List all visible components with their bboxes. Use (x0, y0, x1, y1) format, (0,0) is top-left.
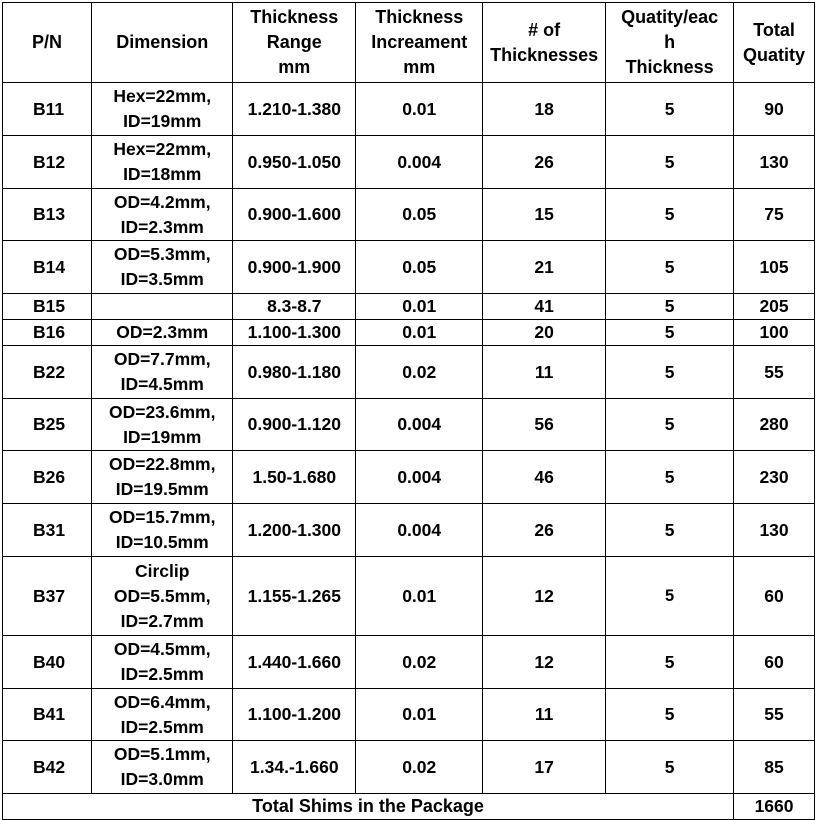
header-thickness-increment: Thickness Increament mm (356, 3, 483, 83)
thickness-increment-cell: 0.01 (356, 294, 483, 320)
number-of-thicknesses-cell: 15 (483, 189, 606, 241)
pn-cell: B13 (3, 189, 92, 241)
number-of-thicknesses-cell: 26 (483, 504, 606, 557)
quantity-each-cell: 5 (606, 83, 734, 136)
header-dimension: Dimension (92, 3, 233, 83)
pn-cell: B14 (3, 241, 92, 294)
thickness-range-cell: 1.210-1.380 (233, 83, 356, 136)
number-of-thicknesses-cell: 56 (483, 399, 606, 451)
quantity-each-cell: 5 (606, 504, 734, 557)
thickness-increment-cell: 0.004 (356, 451, 483, 504)
dimension-cell: OD=5.1mm, ID=3.0mm (92, 741, 233, 794)
table-row (3, 451, 815, 504)
thickness-range-cell: 0.900-1.120 (233, 399, 356, 451)
quantity-each-cell: 5 (606, 451, 734, 504)
quantity-each-cell: 5 (606, 557, 734, 636)
table-row (3, 399, 815, 451)
thickness-increment-cell: 0.02 (356, 346, 483, 399)
number-of-thicknesses-cell: 21 (483, 241, 606, 294)
total-quantity-cell: 100 (734, 320, 815, 346)
number-of-thicknesses-cell: 41 (483, 294, 606, 320)
dimension-cell: OD=2.3mm (92, 320, 233, 346)
table-row (3, 557, 815, 636)
number-of-thicknesses-cell: 12 (483, 557, 606, 636)
table-row (3, 189, 815, 241)
thickness-increment-cell: 0.004 (356, 399, 483, 451)
thickness-increment-cell: 0.02 (356, 636, 483, 689)
number-of-thicknesses-cell: 26 (483, 136, 606, 189)
pn-cell: B26 (3, 451, 92, 504)
total-quantity-cell: 60 (734, 636, 815, 689)
header-thickness-range: Thickness Range mm (233, 3, 356, 83)
table-row (3, 136, 815, 189)
pn-cell: B42 (3, 741, 92, 794)
total-quantity-cell: 205 (734, 294, 815, 320)
thickness-increment-cell: 0.02 (356, 741, 483, 794)
number-of-thicknesses-cell: 20 (483, 320, 606, 346)
thickness-increment-cell: 0.01 (356, 320, 483, 346)
quantity-each-cell: 5 (606, 689, 734, 741)
total-quantity-cell: 85 (734, 741, 815, 794)
total-quantity-cell: 230 (734, 451, 815, 504)
dimension-cell: OD=6.4mm, ID=2.5mm (92, 689, 233, 741)
header-pn: P/N (3, 3, 92, 83)
table-row (3, 741, 815, 794)
dimension-cell (92, 294, 233, 320)
thickness-increment-cell: 0.01 (356, 83, 483, 136)
total-shims-label: Total Shims in the Package (3, 794, 734, 820)
shims-table (2, 2, 815, 820)
total-quantity-cell: 55 (734, 346, 815, 399)
thickness-range-cell: 0.900-1.900 (233, 241, 356, 294)
thickness-range-cell: 0.980-1.180 (233, 346, 356, 399)
thickness-range-cell: 1.100-1.300 (233, 320, 356, 346)
table-row (3, 83, 815, 136)
header-number-of-thicknesses: # of Thicknesses (483, 3, 606, 83)
thickness-increment-cell: 0.01 (356, 557, 483, 636)
pn-cell: B12 (3, 136, 92, 189)
thickness-range-cell: 1.34.-1.660 (233, 741, 356, 794)
thickness-increment-cell: 0.05 (356, 241, 483, 294)
table-row (3, 504, 815, 557)
table-row (3, 346, 815, 399)
quantity-each-cell: 5 (606, 294, 734, 320)
number-of-thicknesses-cell: 18 (483, 83, 606, 136)
table-row (3, 636, 815, 689)
total-shims-value: 1660 (734, 794, 815, 820)
pn-cell: B41 (3, 689, 92, 741)
header-row (3, 3, 815, 83)
footer-row (3, 794, 815, 820)
table-row (3, 689, 815, 741)
total-quantity-cell: 75 (734, 189, 815, 241)
pn-cell: B22 (3, 346, 92, 399)
pn-cell: B40 (3, 636, 92, 689)
header-total-quantity: Total Quatity (734, 3, 815, 83)
dimension-cell: Hex=22mm, ID=19mm (92, 83, 233, 136)
pn-cell: B16 (3, 320, 92, 346)
header-quantity-each: Quatity/eac h Thickness (606, 3, 734, 83)
number-of-thicknesses-cell: 12 (483, 636, 606, 689)
pn-cell: B25 (3, 399, 92, 451)
thickness-range-cell: 1.200-1.300 (233, 504, 356, 557)
quantity-each-cell: 5 (606, 346, 734, 399)
quantity-each-cell: 5 (606, 320, 734, 346)
total-quantity-cell: 280 (734, 399, 815, 451)
table-row (3, 241, 815, 294)
pn-cell: B11 (3, 83, 92, 136)
thickness-range-cell: 1.440-1.660 (233, 636, 356, 689)
table-row (3, 294, 815, 320)
dimension-cell: OD=23.6mm, ID=19mm (92, 399, 233, 451)
dimension-cell: Circlip OD=5.5mm, ID=2.7mm (92, 557, 233, 636)
total-quantity-cell: 105 (734, 241, 815, 294)
pn-cell: B31 (3, 504, 92, 557)
dimension-cell: Hex=22mm, ID=18mm (92, 136, 233, 189)
quantity-each-cell: 5 (606, 741, 734, 794)
quantity-each-cell: 5 (606, 136, 734, 189)
thickness-increment-cell: 0.01 (356, 689, 483, 741)
number-of-thicknesses-cell: 17 (483, 741, 606, 794)
thickness-range-cell: 8.3-8.7 (233, 294, 356, 320)
dimension-cell: OD=4.2mm, ID=2.3mm (92, 189, 233, 241)
number-of-thicknesses-cell: 11 (483, 346, 606, 399)
total-quantity-cell: 130 (734, 136, 815, 189)
thickness-increment-cell: 0.05 (356, 189, 483, 241)
total-quantity-cell: 90 (734, 83, 815, 136)
pn-cell: B15 (3, 294, 92, 320)
total-quantity-cell: 55 (734, 689, 815, 741)
dimension-cell: OD=4.5mm, ID=2.5mm (92, 636, 233, 689)
table-row (3, 320, 815, 346)
thickness-increment-cell: 0.004 (356, 504, 483, 557)
quantity-each-cell: 5 (606, 241, 734, 294)
quantity-each-cell: 5 (606, 399, 734, 451)
thickness-range-cell: 1.155-1.265 (233, 557, 356, 636)
quantity-each-cell: 5 (606, 636, 734, 689)
thickness-range-cell: 0.950-1.050 (233, 136, 356, 189)
thickness-range-cell: 0.900-1.600 (233, 189, 356, 241)
number-of-thicknesses-cell: 46 (483, 451, 606, 504)
total-quantity-cell: 130 (734, 504, 815, 557)
total-quantity-cell: 60 (734, 557, 815, 636)
pn-cell: B37 (3, 557, 92, 636)
dimension-cell: OD=15.7mm, ID=10.5mm (92, 504, 233, 557)
quantity-each-cell: 5 (606, 189, 734, 241)
thickness-range-cell: 1.100-1.200 (233, 689, 356, 741)
dimension-cell: OD=22.8mm, ID=19.5mm (92, 451, 233, 504)
thickness-range-cell: 1.50-1.680 (233, 451, 356, 504)
dimension-cell: OD=7.7mm, ID=4.5mm (92, 346, 233, 399)
dimension-cell: OD=5.3mm, ID=3.5mm (92, 241, 233, 294)
thickness-increment-cell: 0.004 (356, 136, 483, 189)
number-of-thicknesses-cell: 11 (483, 689, 606, 741)
